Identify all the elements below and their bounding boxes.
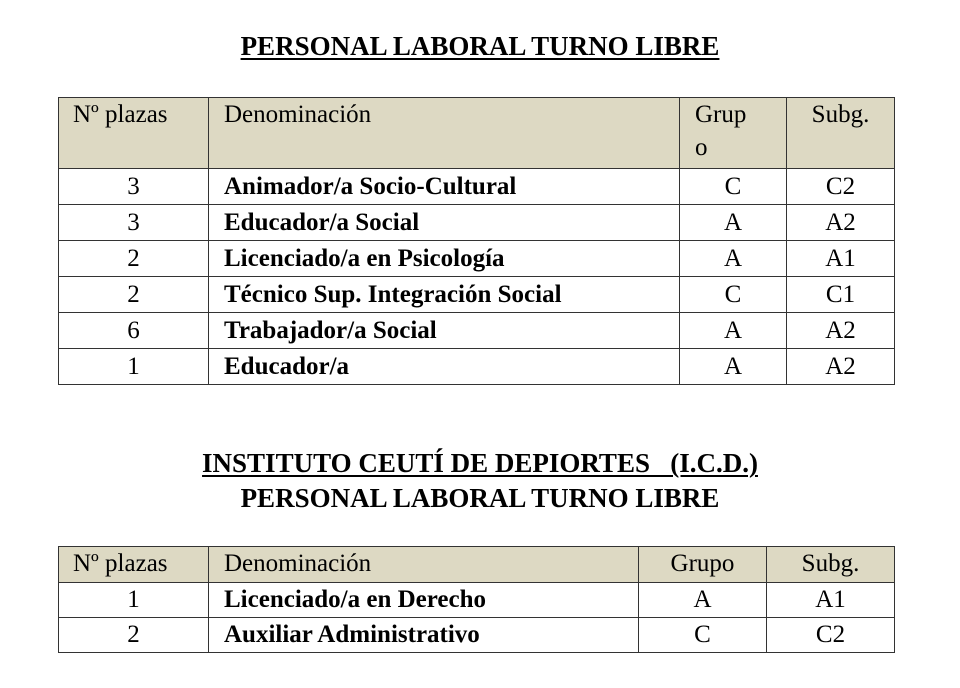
cell-denominacion: Técnico Sup. Integración Social	[209, 277, 680, 313]
cell-subgrupo: A2	[787, 349, 895, 385]
cell-subgrupo: A1	[767, 583, 895, 618]
cell-subgrupo: A1	[787, 241, 895, 277]
table-row	[59, 618, 895, 653]
cell-grupo: C	[639, 618, 767, 653]
cell-subgrupo: C2	[767, 618, 895, 653]
cell-subgrupo: A2	[787, 313, 895, 349]
cell-plazas: 2	[59, 241, 209, 277]
cell-denominacion: Trabajador/a Social	[209, 313, 680, 349]
cell-plazas: 6	[59, 313, 209, 349]
cell-subgrupo: C2	[787, 169, 895, 205]
header-subgrupo: Subg.	[787, 98, 895, 169]
table-row	[59, 241, 895, 277]
header-grupo	[680, 98, 787, 169]
cell-subgrupo: C1	[787, 277, 895, 313]
cell-denominacion: Licenciado/a en Psicología	[209, 241, 680, 277]
header-plazas: Nº plazas	[59, 547, 209, 583]
table-row	[59, 583, 895, 618]
cell-denominacion: Licenciado/a en Derecho	[209, 583, 639, 618]
cell-denominacion: Educador/a	[209, 349, 680, 385]
table-row	[59, 277, 895, 313]
cell-plazas: 3	[59, 205, 209, 241]
section1-table	[58, 97, 895, 385]
cell-denominacion: Animador/a Socio-Cultural	[209, 169, 680, 205]
table-row	[59, 169, 895, 205]
cell-subgrupo: A2	[787, 205, 895, 241]
cell-grupo: A	[680, 205, 787, 241]
cell-plazas: 1	[59, 349, 209, 385]
header-denominacion: Denominación	[209, 98, 680, 169]
section2-title	[0, 447, 960, 479]
cell-plazas: 3	[59, 169, 209, 205]
section2-subtitle	[0, 482, 960, 514]
cell-grupo: A	[680, 349, 787, 385]
cell-plazas: 2	[59, 618, 209, 653]
header-denominacion: Denominación	[209, 547, 639, 583]
table-row	[59, 313, 895, 349]
table-header-row	[59, 547, 895, 583]
section1-title	[0, 30, 960, 62]
section2-subtitle-text: PERSONAL LABORAL TURNO LIBRE	[240, 483, 720, 513]
section2-title-text: INSTITUTO CEUTÍ DE DEPIORTES (I.C.D.)	[202, 448, 758, 478]
section1-title-text: PERSONAL LABORAL TURNO LIBRE	[240, 31, 720, 61]
cell-grupo: C	[680, 169, 787, 205]
table-row	[59, 349, 895, 385]
header-grupo-line1: Grup	[695, 101, 747, 128]
cell-grupo: C	[680, 277, 787, 313]
table-row	[59, 205, 895, 241]
table-header-row	[59, 98, 895, 169]
header-grupo-line2: o	[695, 134, 708, 161]
cell-grupo: A	[680, 313, 787, 349]
section2-table	[58, 546, 895, 653]
cell-plazas: 1	[59, 583, 209, 618]
header-subgrupo: Subg.	[767, 547, 895, 583]
cell-denominacion: Educador/a Social	[209, 205, 680, 241]
cell-denominacion: Auxiliar Administrativo	[209, 618, 639, 653]
cell-plazas: 2	[59, 277, 209, 313]
cell-grupo: A	[639, 583, 767, 618]
cell-grupo: A	[680, 241, 787, 277]
header-plazas: Nº plazas	[59, 98, 209, 169]
header-grupo: Grupo	[639, 547, 767, 583]
